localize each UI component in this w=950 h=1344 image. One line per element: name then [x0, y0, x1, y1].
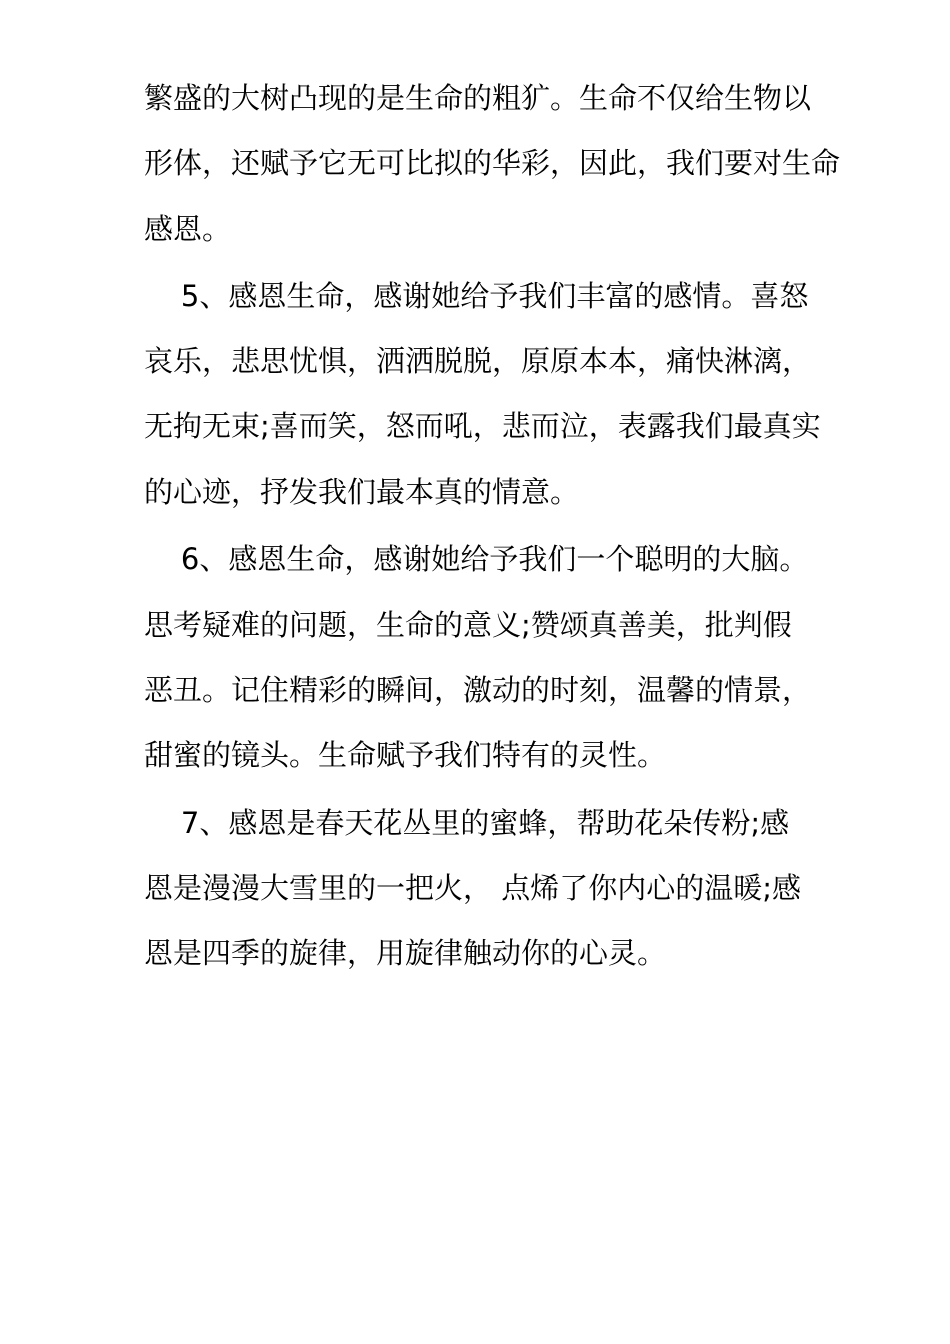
paragraph-6-line-3: 恶丑。记住精彩的瞬间，激动的时刻，温馨的情景， — [144, 673, 812, 707]
paragraph-4-line-2: 形体，还赋予它无可比拟的华彩，因此，我们要对生命 — [144, 146, 841, 180]
paragraph-5-line-4: 的心迹，抒发我们最本真的情意。 — [144, 475, 580, 509]
paragraph-4-line-1: 繁盛的大树凸现的是生命的粗犷。生命不仅给生物以 — [144, 81, 812, 115]
paragraph-6-line-4: 甜蜜的镜头。生命赋予我们特有的灵性。 — [144, 738, 667, 772]
paragraph-5-line-2: 哀乐，悲思忧惧，洒洒脱脱，原原本本，痛快淋漓， — [144, 344, 812, 378]
paragraph-6-line-2: 思考疑难的问题，生命的意义;赞颂真善美，批判假 — [144, 608, 792, 642]
paragraph-7-line-1: 7、感恩是春天花丛里的蜜蜂，帮助花朵传粉;感 — [144, 806, 790, 840]
paragraph-5-line-1: 5、感恩生命，感谢她给予我们丰富的感情。喜怒 — [144, 279, 809, 313]
paragraph-5-line-3: 无拘无束;喜而笑，怒而吼，悲而泣，表露我们最真实 — [144, 409, 821, 443]
paragraph-4-line-3: 感恩。 — [144, 212, 232, 246]
paragraph-6-line-1: 6、感恩生命，感谢她给予我们一个聪明的大脑。 — [144, 542, 809, 576]
paragraph-7-line-3: 恩是四季的旋律，用旋律触动你的心灵。 — [144, 936, 667, 970]
paragraph-7-line-2: 恩是漫漫大雪里的一把火， 点烯了你内心的温暖;感 — [144, 871, 801, 905]
